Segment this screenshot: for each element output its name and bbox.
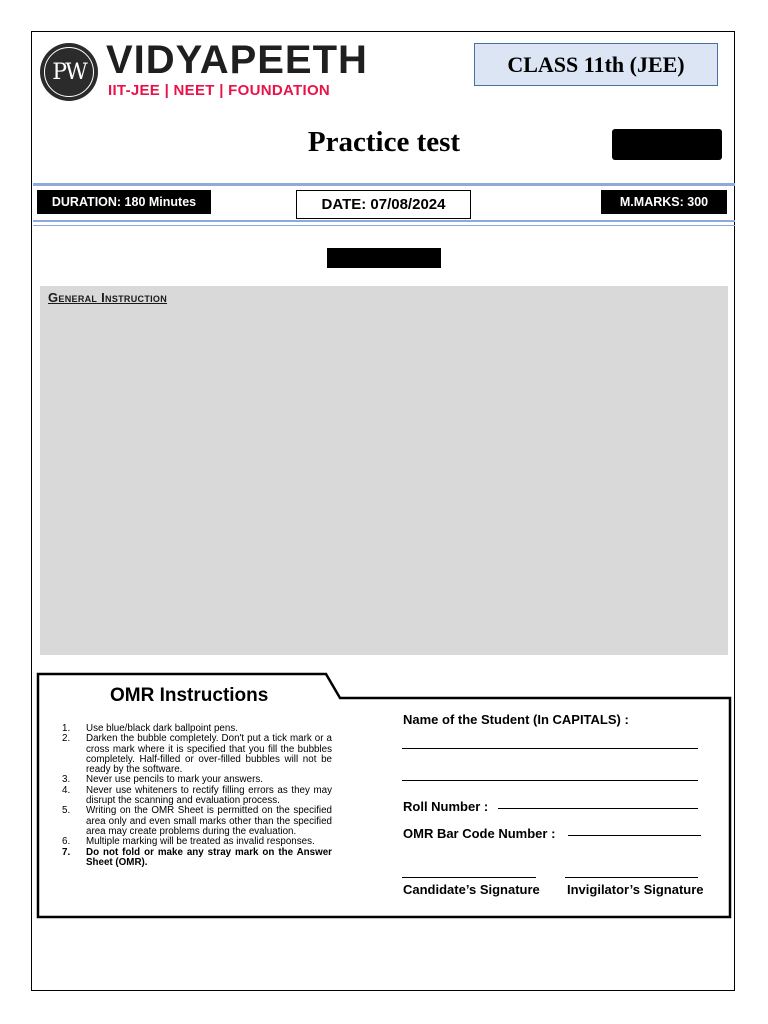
- invigilator-signature-line[interactable]: [565, 877, 698, 878]
- class-label: CLASS 11th (JEE): [474, 43, 718, 86]
- list-item: 2. Darken the bubble completely. Don't put a tick mark or a cross mark where it is specified that you fill the bubbles completely. Half-filled or over-filled bubbles will not be ready by the software.: [62, 733, 332, 776]
- page-title: Practice test: [307, 126, 461, 158]
- list-item: 4. Never use whiteners to rectify filling errors as they may disrupt the scanning and evaluation process.: [62, 784, 332, 807]
- list-item: 5. Writing on the OMR Sheet is permitted on the specified area only and even small marks other than the specified area may create problems during the evaluation.: [62, 805, 332, 837]
- duration-badge: DURATION: 180 Minutes: [37, 190, 211, 214]
- logo-text: PW: [44, 47, 94, 97]
- candidate-signature-line[interactable]: [402, 877, 536, 878]
- student-name-line-1[interactable]: [402, 748, 698, 749]
- candidate-signature-label: Candidate’s Signature: [403, 882, 540, 897]
- bar-code-line[interactable]: [568, 835, 701, 836]
- general-instruction-heading: General Instruction: [48, 290, 168, 305]
- brand-name: VIDYAPEETH: [106, 38, 368, 82]
- omr-title: OMR Instructions: [110, 685, 269, 706]
- date-box: DATE: 07/08/2024: [296, 190, 471, 219]
- student-name-line-2[interactable]: [402, 780, 698, 781]
- omr-instruction-list: [58, 724, 332, 868]
- student-name-label: Name of the Student (In CAPITALS) :: [403, 712, 629, 727]
- invigilator-signature-label: Invigilator’s Signature: [567, 882, 704, 897]
- bar-code-label: OMR Bar Code Number :: [403, 826, 556, 841]
- max-marks-badge: M.MARKS: 300: [601, 190, 727, 214]
- brand-tagline: IIT-JEE | NEET | FOUNDATION: [108, 82, 331, 99]
- list-item: 3. Never use pencils to mark your answers.: [62, 774, 263, 786]
- list-item: 6. Multiple marking will be treated as invalid responses.: [62, 836, 315, 848]
- roll-number-line[interactable]: [498, 808, 698, 809]
- list-item: 1. Use blue/black dark ballpoint pens.: [62, 723, 238, 734]
- roll-number-label: Roll Number :: [403, 799, 489, 814]
- list-item: 7. Do not fold or make any stray mark on the Answer Sheet (OMR).: [62, 846, 332, 868]
